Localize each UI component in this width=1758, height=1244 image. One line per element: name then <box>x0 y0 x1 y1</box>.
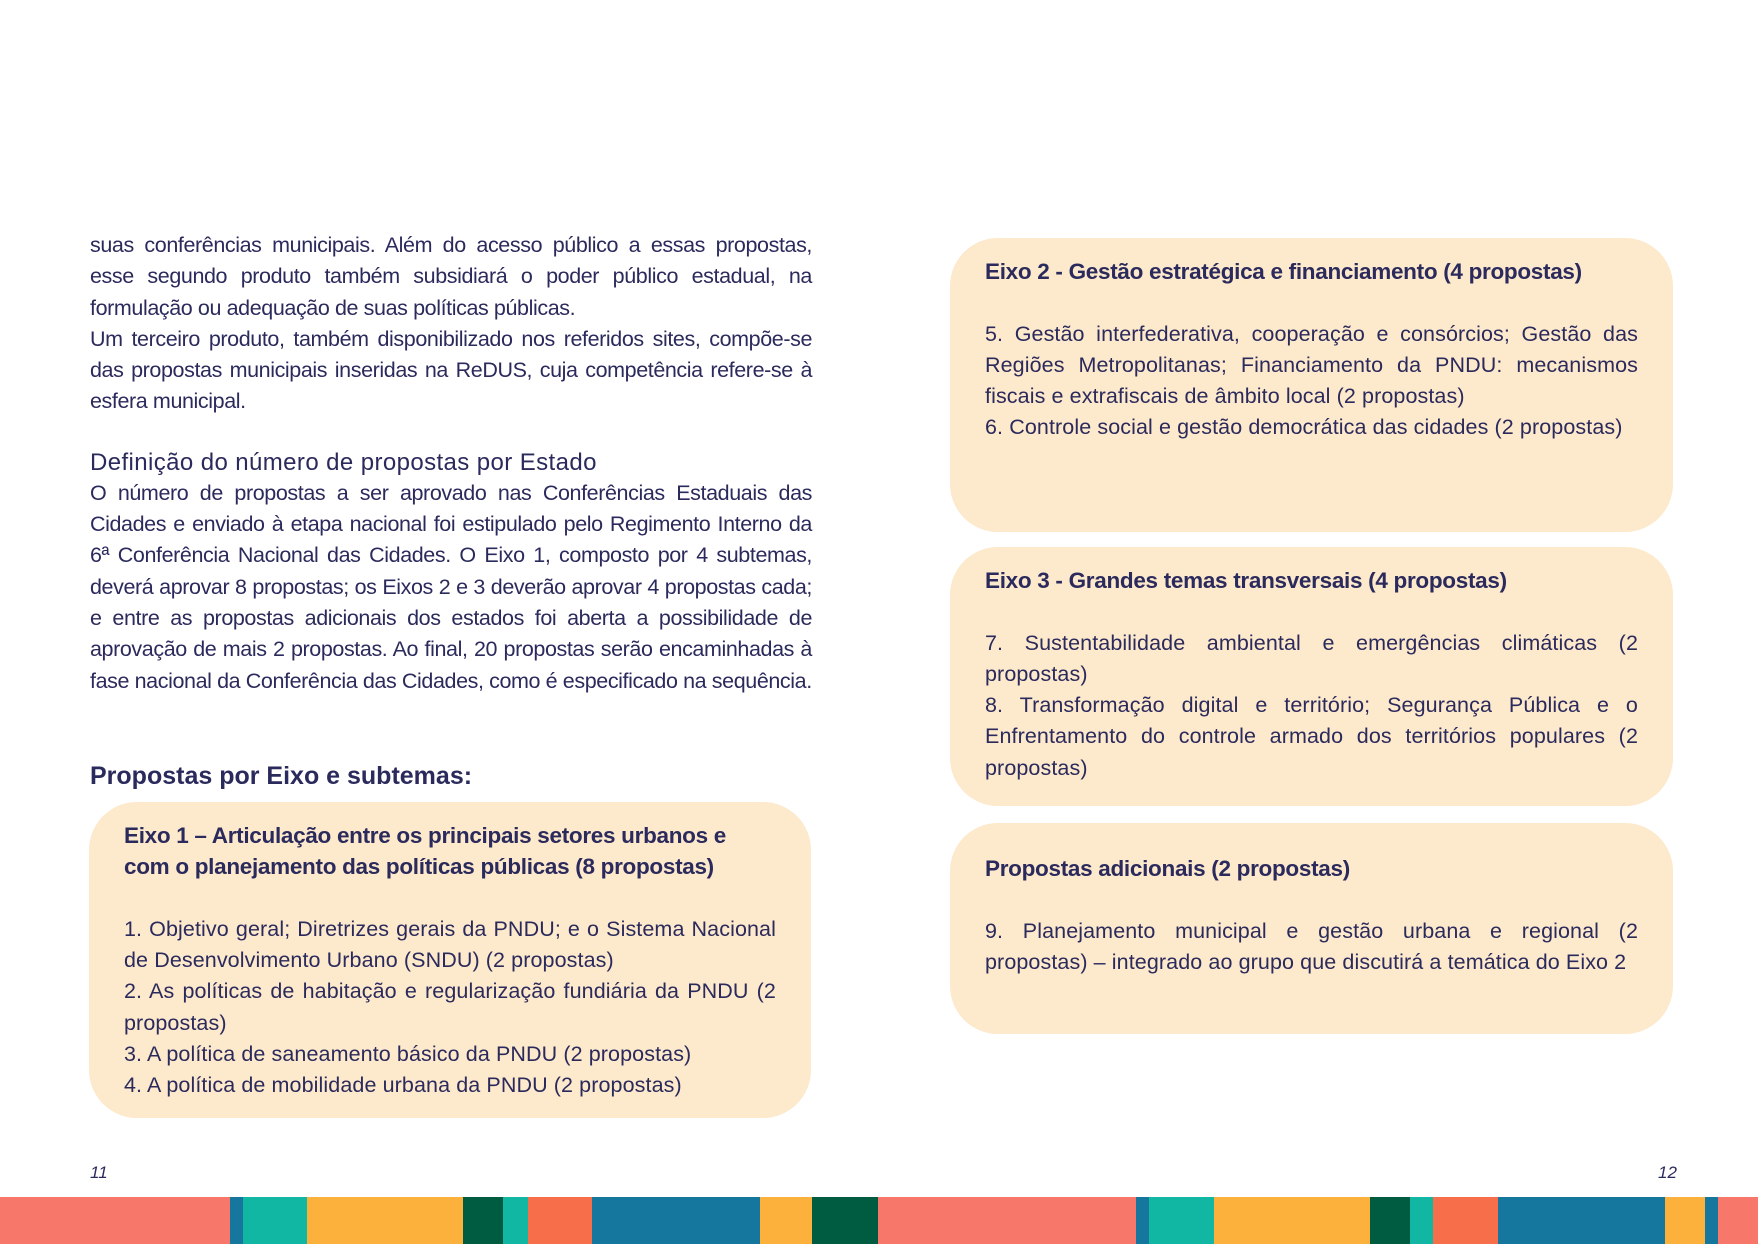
stripe-segment <box>1370 1197 1410 1244</box>
stripe-segment <box>592 1197 760 1244</box>
eixo2-title: Eixo 2 - Gestão estratégica e financiamento (4 propostas) <box>985 259 1582 284</box>
adicionais-title: Propostas adicionais (2 propostas) <box>985 856 1350 881</box>
eixo1-box <box>89 802 811 1118</box>
section-paragraph: O número de propostas a ser aprovado nas Conferências Estaduais das Cidades e enviado à etapa nacional foi estipulado pelo Regimento Interno da 6ª Conferência Nacional das Cidades. O Eixo 1, composto por 4 subtemas, deverá aprovar 8 propostas; os Eixos 2 e 3 deverão aprovar 4 propostas cada; e entre as propostas adicionais dos estados foi aberta a possibilidade de aprovação de mais 2 propostas. Ao final, 20 propostas serão encaminhadas à fase nacional da Conferência das Cidades, como é especificado na sequência. <box>90 480 812 693</box>
stripe-segment <box>1498 1197 1665 1244</box>
eixo1-item: 2. As políticas de habitação e regularização fundiária da PNDU (2 propostas) <box>124 979 776 1035</box>
eixo1-title: Eixo 1 – Articulação entre os principais setores urbanos e com o planejamento das políticas públicas (8 propostas) <box>124 823 726 880</box>
stripe-segment <box>1149 1197 1214 1244</box>
stripe-segment <box>503 1197 528 1244</box>
stripe-segment <box>1665 1197 1705 1244</box>
section-heading: Definição do número de propostas por Estado <box>90 448 597 476</box>
stripe-segment <box>230 1197 243 1244</box>
eixo3-item: 8. Transformação digital e território; Segurança Pública e o Enfrentamento do controle armado dos territórios populares (2 propostas) <box>985 693 1638 780</box>
stripe-segment <box>1705 1197 1718 1244</box>
eixo2-item: 6. Controle social e gestão democrática das cidades (2 propostas) <box>985 415 1623 440</box>
adicionais-box <box>950 823 1673 1034</box>
intro-paragraph-2: Um terceiro produto, também disponibilizado nos referidos sites, compõe-se das propostas municipais inseridas na ReDUS, cuja competência refere-se à esfera municipal. <box>90 326 812 414</box>
stripe-segment <box>1410 1197 1433 1244</box>
stripe-segment <box>760 1197 812 1244</box>
stripe-segment <box>307 1197 463 1244</box>
page-number-right: 12 <box>1658 1163 1677 1182</box>
eixo2-box <box>950 238 1673 532</box>
stripe-segment <box>0 1197 230 1244</box>
eixo2-item: 5. Gestão interfederativa, cooperação e consórcios; Gestão das Regiões Metropolitanas; Financiamento da PNDU: mecanismos fiscais e extrafiscais de âmbito local (2 propostas) <box>985 321 1638 409</box>
stripe-segment <box>1214 1197 1370 1244</box>
stripe-segment <box>878 1197 1136 1244</box>
adicionais-item: 9. Planejamento municipal e gestão urbana e regional (2 propostas) – integrado ao grupo que discutirá a temática do Eixo 2 <box>985 918 1638 974</box>
intro-paragraph-1: suas conferências municipais. Além do acesso público a essas propostas, esse segundo produto também subsidiará o poder público estadual, na formulação ou adequação de suas políticas públicas. <box>90 233 812 320</box>
stripe-segment <box>1433 1197 1498 1244</box>
stripe-segment <box>528 1197 592 1244</box>
page-number-left: 11 <box>90 1163 108 1182</box>
stripe-segment <box>1718 1197 1758 1244</box>
eixo1-item: 4. A política de mobilidade urbana da PNDU (2 propostas) <box>124 1073 682 1098</box>
stripe-segment <box>812 1197 878 1244</box>
eixo3-box <box>950 547 1673 806</box>
eixo3-title: Eixo 3 - Grandes temas transversais (4 propostas) <box>985 568 1507 593</box>
eixo3-item: 7. Sustentabilidade ambiental e emergências climáticas (2 propostas) <box>985 630 1638 686</box>
stripe-segment <box>463 1197 503 1244</box>
eixo1-item: 1. Objetivo geral; Diretrizes gerais da PNDU; e o Sistema Nacional de Desenvolvimento Urbano (SNDU) (2 propostas) <box>124 916 776 973</box>
stripe-segment <box>1136 1197 1149 1244</box>
stripe-segment <box>243 1197 307 1244</box>
left-column <box>90 230 812 697</box>
eixo1-item: 3. A política de saneamento básico da PNDU (2 propostas) <box>124 1042 692 1067</box>
proposals-heading: Propostas por Eixo e subtemas: <box>90 762 473 790</box>
